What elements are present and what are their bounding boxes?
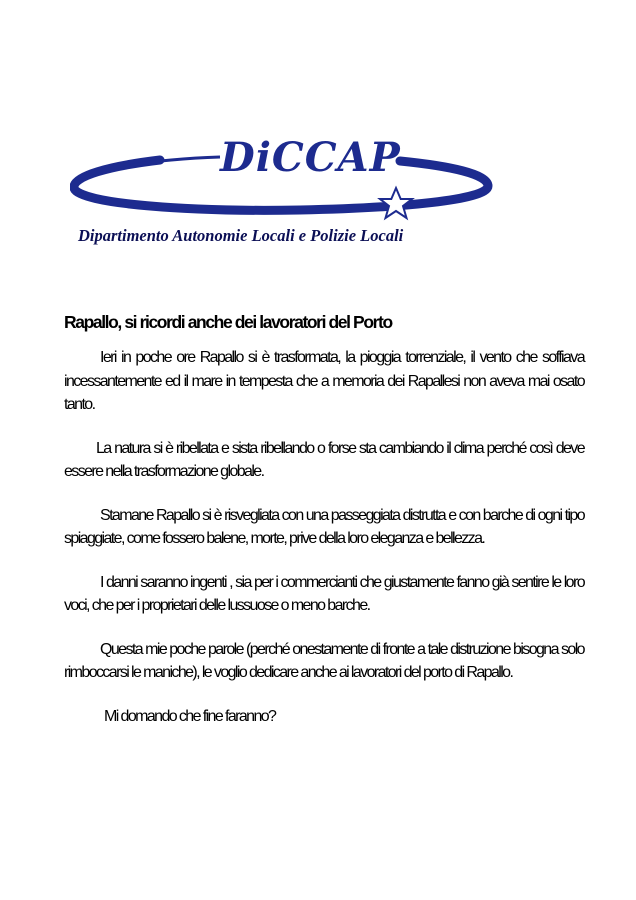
paragraph-1: Ieri in poche ore Rapallo si è trasformata, la pioggia torrenziale, il vento che soffiava incessantemente ed il mare in tempesta che a memoria dei Rapallesi non aveva mai osato tanto. bbox=[64, 349, 584, 413]
star-icon bbox=[380, 188, 412, 218]
logo-subtitle: Dipartimento Autonomie Locali e Polizie Locali bbox=[78, 226, 404, 245]
paragraph-2: La natura si è ribellata e sista ribellando o forse sta cambiando il clima perché così deve essere nella trasformazione globale. bbox=[64, 439, 584, 480]
paragraph-3: Stamane Rapallo si è risvegliata con una passeggiata distrutta e con barche di ogni tipo spiaggiate, come fossero balene, morte, prive della loro eleganza e bellezza. bbox=[64, 506, 584, 547]
diccap-logo bbox=[70, 130, 510, 250]
paragraph-4: I danni saranno ingenti , sia per i commercianti che giustamente fanno già sentire le loro voci, che per i proprietari delle lussuose o meno barche. bbox=[64, 573, 584, 614]
article bbox=[64, 312, 584, 748]
paragraph-6: Mi domando che fine faranno? bbox=[104, 707, 276, 725]
article-title: Rapallo, si ricordi anche dei lavoratori del Porto bbox=[64, 312, 392, 332]
logo-wordmark: DiCCAP bbox=[220, 134, 401, 181]
paragraph-5: Questa mie poche parole (perché onestamente di fronte a tale distruzione bisogna solo rimboccarsi le maniche), le voglio dedicare anche ai lavoratori del porto di Rapallo. bbox=[64, 640, 584, 681]
